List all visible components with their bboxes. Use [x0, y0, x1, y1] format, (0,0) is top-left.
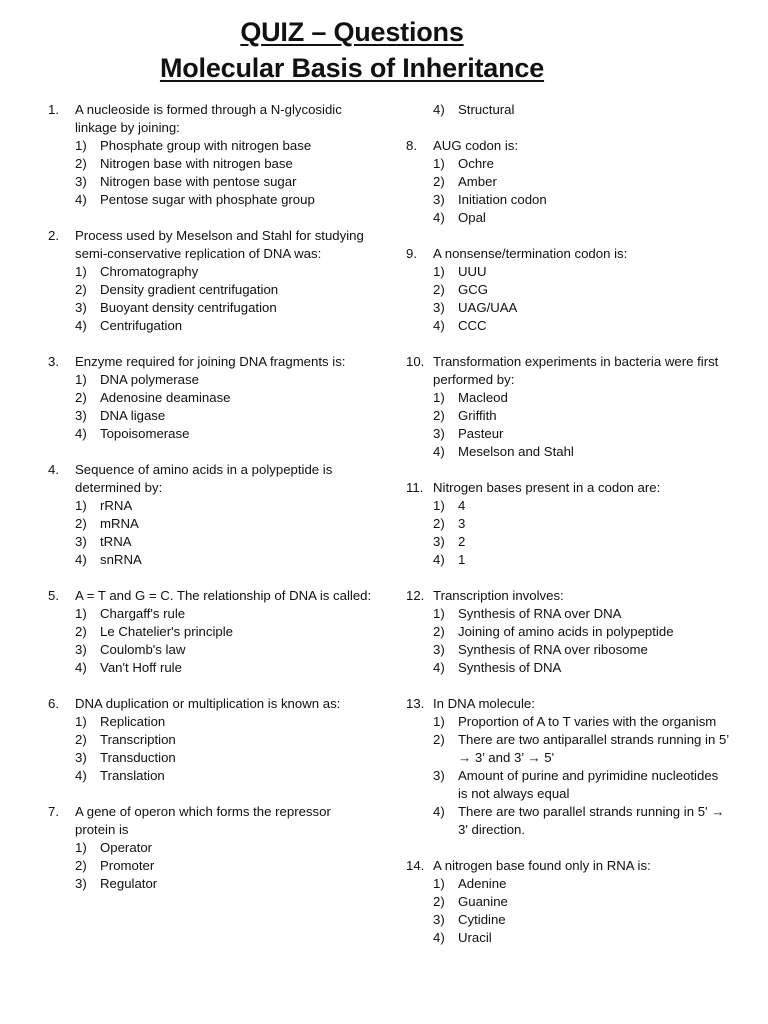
- question-stem: [406, 137, 730, 155]
- answer-option: [433, 281, 730, 299]
- answer-options: [75, 371, 373, 443]
- option-text: Translation: [100, 768, 165, 783]
- answer-option: [433, 425, 730, 443]
- question-text: Sequence of amino acids in a polypeptide is determined by:: [75, 462, 333, 495]
- option-number: 2): [433, 732, 445, 747]
- option-number: 1): [75, 264, 87, 279]
- option-text: Chargaff's rule: [100, 606, 186, 621]
- option-number: 4): [75, 552, 87, 567]
- answer-option: [433, 209, 730, 227]
- option-number: 1): [433, 156, 445, 171]
- answer-options: [433, 605, 730, 677]
- answer-options: [75, 497, 373, 569]
- answer-option: [75, 389, 373, 407]
- answer-option: [75, 659, 373, 677]
- option-text: Adenosine deaminase: [100, 390, 231, 405]
- option-text: rRNA: [100, 498, 133, 513]
- answer-option: [433, 605, 730, 623]
- answer-options: [433, 875, 730, 947]
- left-column: [48, 101, 373, 911]
- answer-option: [75, 263, 373, 281]
- answer-option: [433, 101, 730, 119]
- option-number: 2): [433, 516, 445, 531]
- answer-option: [433, 389, 730, 407]
- option-text: Initiation codon: [458, 192, 547, 207]
- question-item: [406, 353, 730, 461]
- question-stem: [406, 695, 730, 713]
- option-text: GCG: [458, 282, 489, 297]
- question-stem: [48, 101, 373, 137]
- option-text: Nitrogen base with pentose sugar: [100, 174, 297, 189]
- option-number: 4): [75, 768, 87, 783]
- question-number: 2.: [48, 228, 59, 243]
- option-number: 4): [433, 804, 445, 819]
- answer-option: [433, 713, 730, 731]
- answer-option: [75, 281, 373, 299]
- option-number: 3): [75, 750, 87, 765]
- answer-option: [433, 929, 730, 947]
- option-text: There are two parallel strands running in 5' → 3' direction.: [458, 804, 725, 837]
- answer-option: [433, 299, 730, 317]
- option-text: mRNA: [100, 516, 139, 531]
- question-stem: [48, 803, 373, 839]
- option-text: Regulator: [100, 876, 158, 891]
- answer-option: [75, 371, 373, 389]
- question-stem: [48, 695, 373, 713]
- question-text: Process used by Meselson and Stahl for studying semi-conservative replication of DNA was:: [75, 228, 364, 261]
- option-number: 2): [75, 390, 87, 405]
- option-text: Coulomb's law: [100, 642, 186, 657]
- option-text: Chromatography: [100, 264, 199, 279]
- question-stem: [406, 479, 730, 497]
- answer-options: [75, 605, 373, 677]
- answer-option: [433, 893, 730, 911]
- option-number: 2): [75, 156, 87, 171]
- answer-option: [75, 425, 373, 443]
- option-number: 3): [433, 912, 445, 927]
- question-stem: [48, 227, 373, 263]
- answer-option: [433, 317, 730, 335]
- question-number: 12.: [406, 588, 425, 603]
- answer-option: [75, 839, 373, 857]
- answer-option: [75, 767, 373, 785]
- option-text: Proportion of A to T varies with the organism: [458, 714, 717, 729]
- option-number: 2): [75, 282, 87, 297]
- option-text: UUU: [458, 264, 487, 279]
- option-number: 1): [75, 606, 87, 621]
- answer-options: [75, 137, 373, 209]
- question-number: 8.: [406, 138, 417, 153]
- answer-option: [75, 137, 373, 155]
- answer-options: [433, 713, 730, 839]
- answer-option: [433, 155, 730, 173]
- question-number: 6.: [48, 696, 59, 711]
- option-text: Guanine: [458, 894, 508, 909]
- option-text: Promoter: [100, 858, 155, 873]
- option-number: 4): [75, 192, 87, 207]
- answer-option: [75, 407, 373, 425]
- option-number: 4): [433, 552, 445, 567]
- answer-option: [75, 551, 373, 569]
- option-number: 1): [75, 714, 87, 729]
- answer-option: [75, 857, 373, 875]
- answer-options: [433, 263, 730, 335]
- option-text: Nitrogen base with nitrogen base: [100, 156, 293, 171]
- option-text: Centrifugation: [100, 318, 183, 333]
- answer-option: [433, 731, 730, 767]
- option-text: Operator: [100, 840, 153, 855]
- option-number: 3): [75, 534, 87, 549]
- option-number: 1): [75, 840, 87, 855]
- question-item: [48, 227, 373, 335]
- question-stem: [406, 587, 730, 605]
- option-number: 2): [433, 408, 445, 423]
- question-text: A nitrogen base found only in RNA is:: [433, 858, 651, 873]
- option-number: 3): [75, 876, 87, 891]
- question-stem: [406, 245, 730, 263]
- answer-option: [433, 533, 730, 551]
- answer-option: [433, 659, 730, 677]
- question-item: [48, 803, 373, 893]
- option-number: 1): [433, 606, 445, 621]
- option-text: Phosphate group with nitrogen base: [100, 138, 312, 153]
- answer-options: [433, 155, 730, 227]
- question-item: [406, 137, 730, 227]
- question-stem: [48, 353, 373, 371]
- option-text: Amount of purine and pyrimidine nucleotides is not always equal: [458, 768, 719, 801]
- option-text: 4: [458, 498, 466, 513]
- option-text: DNA polymerase: [100, 372, 199, 387]
- option-text: There are two antiparallel strands running in 5’ → 3’ and 3’ → 5': [458, 732, 729, 765]
- question-number: 5.: [48, 588, 59, 603]
- option-number: 2): [75, 516, 87, 531]
- question-item: [406, 479, 730, 569]
- option-number: 2): [75, 858, 87, 873]
- option-number: 3): [433, 768, 445, 783]
- question-text: A nonsense/termination codon is:: [433, 246, 628, 261]
- option-text: Topoisomerase: [100, 426, 190, 441]
- option-text: 3: [458, 516, 466, 531]
- answer-option: [433, 803, 730, 839]
- answer-options: [75, 839, 373, 893]
- option-text: Synthesis of RNA over ribosome: [458, 642, 648, 657]
- option-text: Pentose sugar with phosphate group: [100, 192, 315, 207]
- option-text: Buoyant density centrifugation: [100, 300, 277, 315]
- option-text: Replication: [100, 714, 166, 729]
- answer-option: [75, 515, 373, 533]
- answer-option: [433, 623, 730, 641]
- option-number: 2): [75, 624, 87, 639]
- question-item: [406, 695, 730, 839]
- answer-options: [433, 497, 730, 569]
- option-number: 3): [75, 642, 87, 657]
- option-number: 2): [433, 282, 445, 297]
- option-number: 4): [433, 318, 445, 333]
- option-text: tRNA: [100, 534, 132, 549]
- option-text: DNA ligase: [100, 408, 166, 423]
- answer-option: [433, 515, 730, 533]
- answer-option: [75, 317, 373, 335]
- option-text: Synthesis of DNA: [458, 660, 562, 675]
- answer-option: [433, 173, 730, 191]
- question-item: [48, 587, 373, 677]
- option-number: 3): [433, 192, 445, 207]
- option-number: 4): [75, 660, 87, 675]
- option-text: Density gradient centrifugation: [100, 282, 279, 297]
- option-text: snRNA: [100, 552, 142, 567]
- option-number: 3): [433, 300, 445, 315]
- option-number: 2): [433, 174, 445, 189]
- option-number: 3): [75, 408, 87, 423]
- answer-option: [433, 263, 730, 281]
- option-text: Opal: [458, 210, 486, 225]
- option-text: Ochre: [458, 156, 494, 171]
- answer-option: [75, 155, 373, 173]
- option-number: 4): [433, 210, 445, 225]
- option-text: CCC: [458, 318, 487, 333]
- right-column: [406, 101, 730, 965]
- option-number: 1): [75, 498, 87, 513]
- quiz-subtitle: Molecular Basis of Inheritance: [159, 53, 545, 83]
- option-number: 1): [75, 138, 87, 153]
- option-number: 1): [433, 264, 445, 279]
- option-number: 1): [433, 390, 445, 405]
- question-item: [48, 695, 373, 785]
- question-item: [406, 587, 730, 677]
- question-item: [48, 101, 373, 209]
- question-number: 3.: [48, 354, 59, 369]
- option-text: Van't Hoff rule: [100, 660, 182, 675]
- answer-options: [75, 263, 373, 335]
- question-number: 9.: [406, 246, 417, 261]
- question-number: 11.: [406, 480, 424, 495]
- answer-option: [75, 641, 373, 659]
- option-number: 4): [75, 426, 87, 441]
- answer-option: [433, 767, 730, 803]
- option-number: 2): [433, 624, 445, 639]
- answer-options: [75, 713, 373, 785]
- option-number: 4): [433, 102, 445, 117]
- answer-option: [75, 299, 373, 317]
- option-number: 4): [433, 660, 445, 675]
- option-text: Cytidine: [458, 912, 506, 927]
- option-number: 1): [433, 714, 445, 729]
- option-text: 2: [458, 534, 466, 549]
- answer-option: [75, 191, 373, 209]
- question-number: 7.: [48, 804, 59, 819]
- answer-option: [75, 731, 373, 749]
- question-item: [406, 857, 730, 947]
- option-text: Amber: [458, 174, 497, 189]
- question-number: 4.: [48, 462, 59, 477]
- option-number: 1): [433, 876, 445, 891]
- answer-option: [75, 713, 373, 731]
- option-text: Meselson and Stahl: [458, 444, 574, 459]
- page-header: [0, 14, 704, 86]
- question-item: [406, 245, 730, 335]
- answer-option: [75, 173, 373, 191]
- question-text: AUG codon is:: [433, 138, 519, 153]
- option-number: 3): [433, 642, 445, 657]
- option-number: 2): [433, 894, 445, 909]
- question-number: 1.: [48, 102, 59, 117]
- question-stem: [48, 587, 373, 605]
- option-text: Joining of amino acids in polypeptide: [458, 624, 674, 639]
- option-text: 1: [458, 552, 466, 567]
- answer-option: [433, 551, 730, 569]
- option-text: Structural: [458, 102, 515, 117]
- option-text: Transcription: [100, 732, 176, 747]
- answer-option: [433, 191, 730, 209]
- question-7-continuation: [433, 101, 730, 119]
- question-number: 14.: [406, 858, 425, 873]
- answer-option: [433, 407, 730, 425]
- answer-option: [75, 749, 373, 767]
- quiz-title: QUIZ – Questions: [240, 17, 464, 47]
- answer-option: [433, 443, 730, 461]
- question-text: Transformation experiments in bacteria were first performed by:: [433, 354, 719, 387]
- answer-option: [75, 497, 373, 515]
- question-text: A = T and G = C. The relationship of DNA is called:: [75, 588, 372, 603]
- question-item: [48, 353, 373, 443]
- answer-option: [75, 875, 373, 893]
- option-number: 4): [75, 318, 87, 333]
- answer-option: [433, 875, 730, 893]
- option-number: 3): [433, 426, 445, 441]
- option-text: Pasteur: [458, 426, 504, 441]
- question-text: A nucleoside is formed through a N-glycosidic linkage by joining:: [75, 102, 342, 135]
- option-text: Le Chatelier's principle: [100, 624, 233, 639]
- option-text: UAG/UAA: [458, 300, 518, 315]
- option-text: Adenine: [458, 876, 507, 891]
- option-number: 4): [433, 444, 445, 459]
- answer-option: [75, 533, 373, 551]
- question-number: 13.: [406, 696, 425, 711]
- question-stem: [406, 353, 730, 389]
- option-number: 3): [433, 534, 445, 549]
- option-text: Synthesis of RNA over DNA: [458, 606, 622, 621]
- option-number: 2): [75, 732, 87, 747]
- option-number: 1): [433, 498, 445, 513]
- option-text: Uracil: [458, 930, 492, 945]
- question-text: Nitrogen bases present in a codon are:: [433, 480, 661, 495]
- question-text: Enzyme required for joining DNA fragments is:: [75, 354, 346, 369]
- option-number: 1): [75, 372, 87, 387]
- option-number: 3): [75, 300, 87, 315]
- option-text: Transduction: [100, 750, 176, 765]
- answer-option: [433, 497, 730, 515]
- option-number: 4): [433, 930, 445, 945]
- question-stem: [406, 857, 730, 875]
- option-text: Griffith: [458, 408, 497, 423]
- answer-option: [75, 623, 373, 641]
- question-text: In DNA molecule:: [433, 696, 535, 711]
- answer-option: [433, 911, 730, 929]
- answer-option: [75, 605, 373, 623]
- answer-options: [433, 389, 730, 461]
- option-text: Macleod: [458, 390, 508, 405]
- question-text: Transcription involves:: [433, 588, 564, 603]
- question-text: A gene of operon which forms the repressor protein is: [75, 804, 331, 837]
- option-number: 3): [75, 174, 87, 189]
- question-stem: [48, 461, 373, 497]
- question-text: DNA duplication or multiplication is known as:: [75, 696, 341, 711]
- answer-option: [433, 641, 730, 659]
- question-item: [48, 461, 373, 569]
- question-number: 10.: [406, 354, 425, 369]
